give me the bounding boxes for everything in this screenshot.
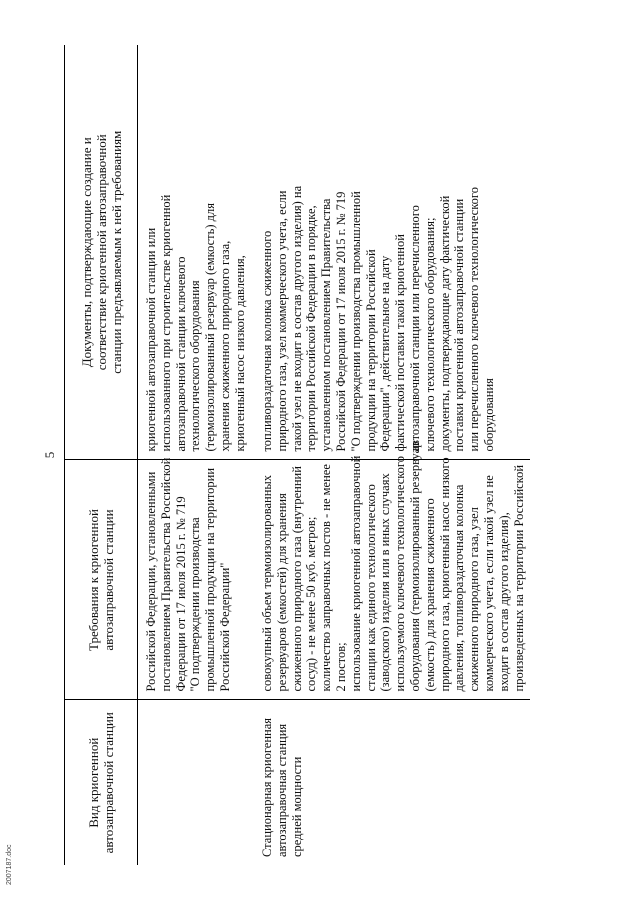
- table-row: [138, 45, 257, 865]
- text-line: средней мощности: [289, 756, 304, 857]
- text-line: оборудования: [481, 378, 496, 452]
- text-line: используемого ключевого технологического: [393, 456, 408, 692]
- text-line: криогенный насос низкого давления,: [232, 255, 247, 452]
- text-line: топливораздаточная колонка сжиженного: [260, 230, 274, 452]
- text-line: Российской Федерации от 17 июля 2015 г. № 719: [333, 191, 348, 452]
- table-header-row: [65, 45, 138, 865]
- text-line: сжиженного природного газа, узел: [467, 507, 482, 692]
- header-requirements: [65, 460, 138, 700]
- text-line: фактической поставки такой криогенной: [393, 234, 408, 452]
- header-line: Документы, подтверждающие создание и: [78, 137, 94, 368]
- text-line: станции как единого технологического: [363, 484, 378, 692]
- text-line: давления, топливораздаточная колонка: [452, 484, 467, 692]
- cell-station-type: [138, 700, 257, 865]
- text-line: количество заправочных постов - не менее: [319, 464, 334, 692]
- page-number: 5: [42, 451, 57, 459]
- text-line: произведенных на территории Российской: [511, 464, 526, 692]
- text-line: оборудования (термоизолированный резервуар: [407, 441, 422, 692]
- text-line: автозаправочной станции или перечисленного: [407, 205, 422, 452]
- text-line: криогенной автозаправочной станции или: [144, 227, 158, 452]
- header-line: соответствие криогенной автозаправочной: [93, 134, 109, 371]
- header-line: автозаправочной станции: [101, 712, 116, 854]
- cell-documents: [138, 45, 257, 460]
- header-line: станции предъявляемым к ней требованиям: [108, 130, 124, 374]
- text-line: промышленной продукции на территории: [203, 467, 218, 692]
- text-line: постановлением Правительства Российской: [158, 457, 173, 692]
- text-line: автозаправочная станция: [274, 723, 289, 857]
- text-line: поставки криогенной автозаправочной станции: [452, 198, 467, 452]
- text-line: (заводского) изделия или в иных случаях: [378, 473, 393, 692]
- text-line: 2 постов;: [333, 642, 348, 692]
- header-line: Требования к криогенной: [86, 509, 101, 651]
- header-documents: [65, 45, 138, 460]
- document-code: 2007187.doc: [6, 844, 13, 885]
- text-line: такой узел не входит в состав другого изделия) на: [289, 185, 304, 452]
- text-line: совокупный объем термоизолированных: [260, 474, 274, 692]
- text-line: Федерации", действительное на дату: [378, 255, 393, 452]
- text-line: использованного при строительстве криогенной: [158, 194, 173, 452]
- cell-documents: [256, 45, 530, 460]
- text-line: природного газа, узел коммерческого учета, если: [274, 190, 289, 452]
- text-line: территории Российской Федерации в порядке,: [304, 205, 319, 452]
- text-line: автозаправочной станции ключевого: [173, 256, 188, 452]
- header-line: автозаправочной станции: [101, 509, 116, 651]
- text-line: резервуаров (емкостей) для хранения: [274, 493, 289, 692]
- requirements-table: [64, 45, 530, 865]
- text-line: (термоизолированный резервуар (емкость) для: [203, 203, 218, 452]
- cell-requirements: [256, 441, 530, 700]
- text-line: Российской Федерации, установленными: [144, 471, 158, 692]
- text-line: Российской Федерации": [217, 562, 232, 692]
- text-line: Стационарная криогенная: [260, 717, 274, 857]
- header-station-type: [65, 700, 138, 865]
- text-line: "О подтверждении производства: [188, 517, 203, 692]
- text-line: сосуд) - не менее 50 куб. метров;: [304, 516, 319, 692]
- text-line: "О подтверждении производства промышленной: [348, 191, 363, 452]
- text-line: природного газа, криогенный насос низкого: [437, 457, 452, 692]
- text-line: или перечисленного ключевого технологического: [467, 187, 482, 452]
- header-line: Вид криогенной: [86, 737, 101, 828]
- text-line: использование криогенной автозаправочной: [348, 455, 363, 692]
- cell-requirements: [138, 457, 257, 700]
- text-line: коммерческого учета, если такой узел не: [481, 475, 496, 692]
- text-line: хранения сжиженного природного газа,: [217, 240, 232, 452]
- text-line: документы, подтверждающие дату фактической: [437, 195, 452, 452]
- cell-station-type: [256, 700, 530, 865]
- text-line: технологического оборудования: [188, 280, 203, 452]
- text-line: (емкость) для хранения сжиженного: [422, 498, 437, 692]
- table-row: [256, 45, 530, 865]
- text-line: входит в состав другого изделия),: [496, 512, 511, 692]
- text-line: ключевого технологического оборудования;: [422, 217, 437, 452]
- text-line: Федерации от 17 июля 2015 г. № 719: [173, 496, 188, 692]
- text-line: продукции на территории Российской: [363, 249, 378, 452]
- text-line: установленном постановлением Правительства: [319, 198, 334, 452]
- text-line: сжиженного природного газа (внутренний: [289, 466, 304, 692]
